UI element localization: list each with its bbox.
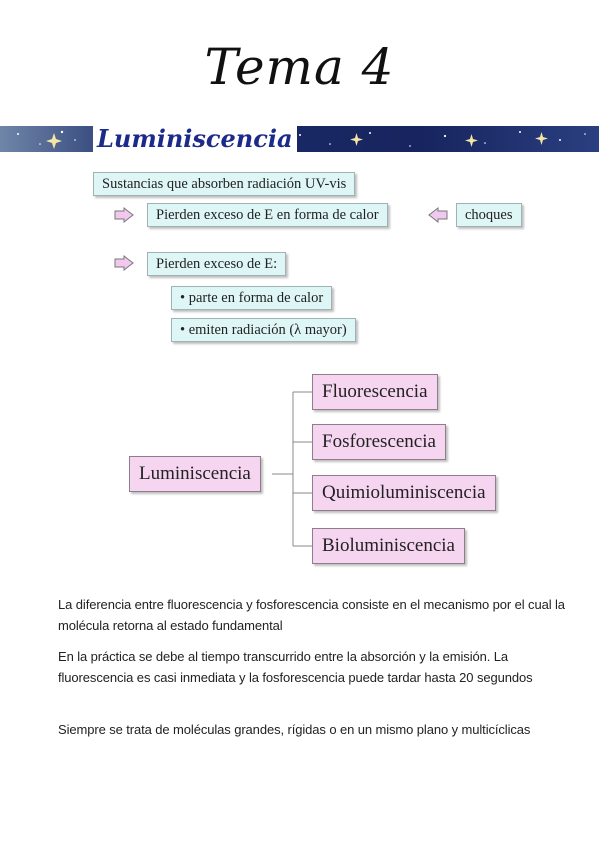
phosphorescence-box: Fosforescencia: [312, 424, 446, 460]
emission-box: • emiten radiación (λ mayor): [171, 318, 356, 342]
paragraph-difference: La diferencia entre fluorescencia y fosforescencia consiste en el mecanismo por el cual la molécula retorna al estado fundamental: [58, 597, 565, 633]
collisions-box: choques: [456, 203, 522, 227]
section-heading: Luminiscencia: [93, 124, 297, 154]
page-title: Tema 4: [204, 38, 395, 96]
absorption-header-box: Sustancias que absorben radiación UV-vis: [93, 172, 355, 196]
paragraph-molecules: Siempre se trata de moléculas grandes, rígidas o en un mismo plano y multicíclicas: [58, 722, 531, 737]
heat-loss-box: Pierden exceso de E en forma de calor: [147, 203, 388, 227]
fluorescence-box: Fluorescencia: [312, 374, 438, 410]
energy-loss-box: Pierden exceso de E:: [147, 252, 286, 276]
luminescence-root-box: Luminiscencia: [129, 456, 261, 492]
bioluminescence-box: Bioluminiscencia: [312, 528, 465, 564]
paragraph-time: En la práctica se debe al tiempo transcurrido entre la absorción y la emisión. La fluorescencia es casi inmediata y la fosforescencia puede tardar hasta 20 segundos: [58, 649, 533, 685]
chemiluminescence-box: Quimioluminiscencia: [312, 475, 496, 511]
partial-heat-box: • parte en forma de calor: [171, 286, 332, 310]
